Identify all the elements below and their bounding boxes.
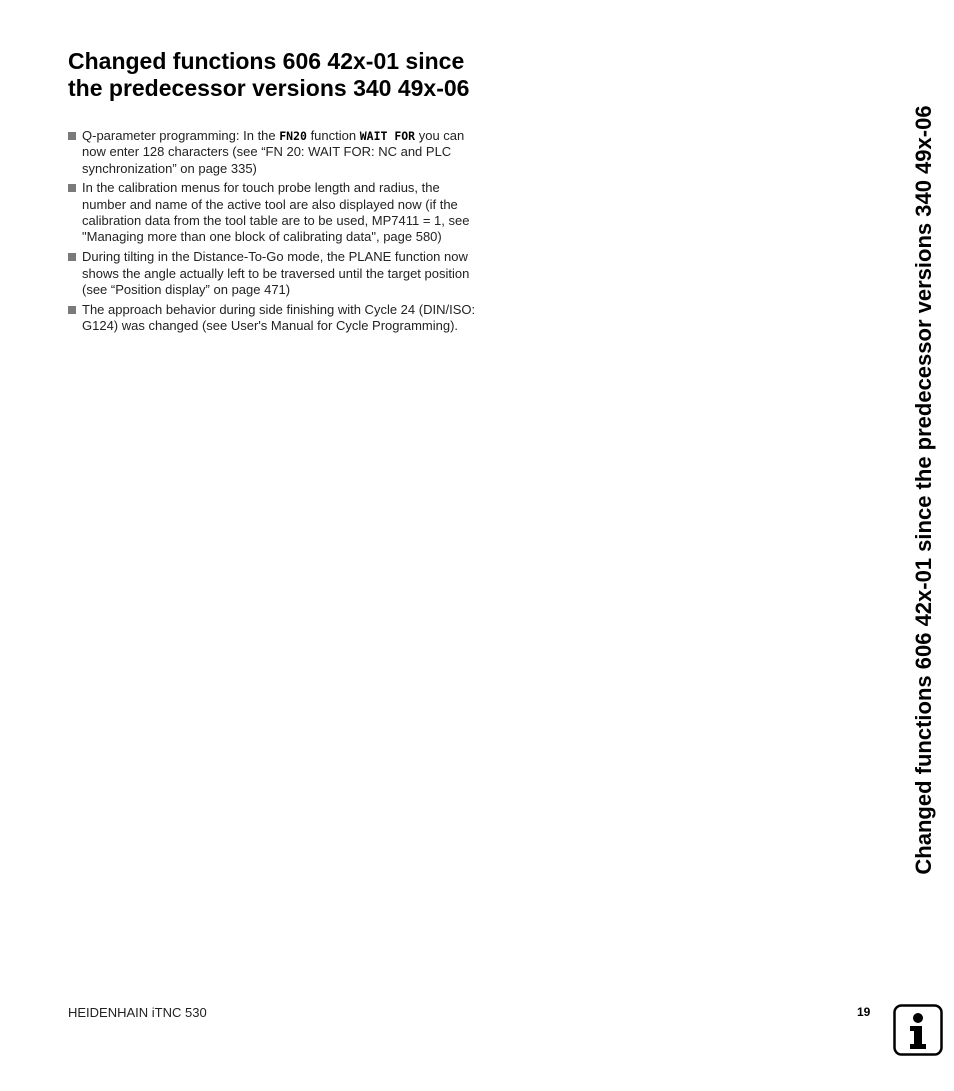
list-item-line: synchronization” on page 335) [82, 160, 257, 176]
page-title-line-2: the predecessor versions 340 49x-06 [68, 75, 470, 101]
list-item-line: shows the angle actually left to be traversed until the target position [82, 265, 470, 281]
list-item [68, 302, 518, 335]
page-number: 19 [857, 1005, 871, 1019]
list-item-text: function [306, 128, 360, 143]
wait-for-code: WAIT FOR [359, 129, 416, 143]
list-item [68, 128, 518, 177]
list-item-line: "Managing more than one block of calibrating data", page 580) [82, 229, 442, 245]
list-item-text: you can [415, 128, 465, 143]
list-item-line: G124) was changed (see User's Manual for Cycle Programming). [82, 318, 459, 334]
changes-list [68, 128, 518, 338]
page-title-line-1: Changed functions 606 42x-01 since [68, 48, 465, 74]
list-item-line: now enter 128 characters (see “FN 20: WAIT FOR: NC and PLC [82, 144, 452, 160]
fn20-code: FN20 [279, 129, 307, 143]
square-bullet-icon [68, 184, 76, 192]
list-item-line: During tilting in the Distance-To-Go mode, the PLANE function now [82, 249, 468, 265]
list-item-first-line [82, 128, 518, 144]
info-icon [893, 1004, 943, 1056]
list-item [68, 249, 518, 298]
list-item-text: Q-parameter programming: In the [82, 128, 280, 143]
list-item-line: (see “Position display” on page 471) [82, 281, 291, 297]
list-item [68, 180, 518, 245]
square-bullet-icon [68, 253, 76, 261]
list-item-line: number and name of the active tool are also displayed now (if the [82, 196, 458, 212]
square-bullet-icon [68, 306, 76, 314]
list-item-line: In the calibration menus for touch probe length and radius, the [82, 180, 440, 196]
list-item-line: The approach behavior during side finishing with Cycle 24 (DIN/ISO: [82, 301, 476, 317]
footer-product-name: HEIDENHAIN iTNC 530 [68, 1005, 207, 1020]
square-bullet-icon [68, 132, 76, 140]
list-item-line: calibration data from the tool table are to be used, MP7411 = 1, see [82, 213, 470, 229]
side-running-title: Changed functions 606 42x-01 since the predecessor versions 340 49x-06 [911, 105, 936, 875]
page-title [68, 48, 528, 102]
